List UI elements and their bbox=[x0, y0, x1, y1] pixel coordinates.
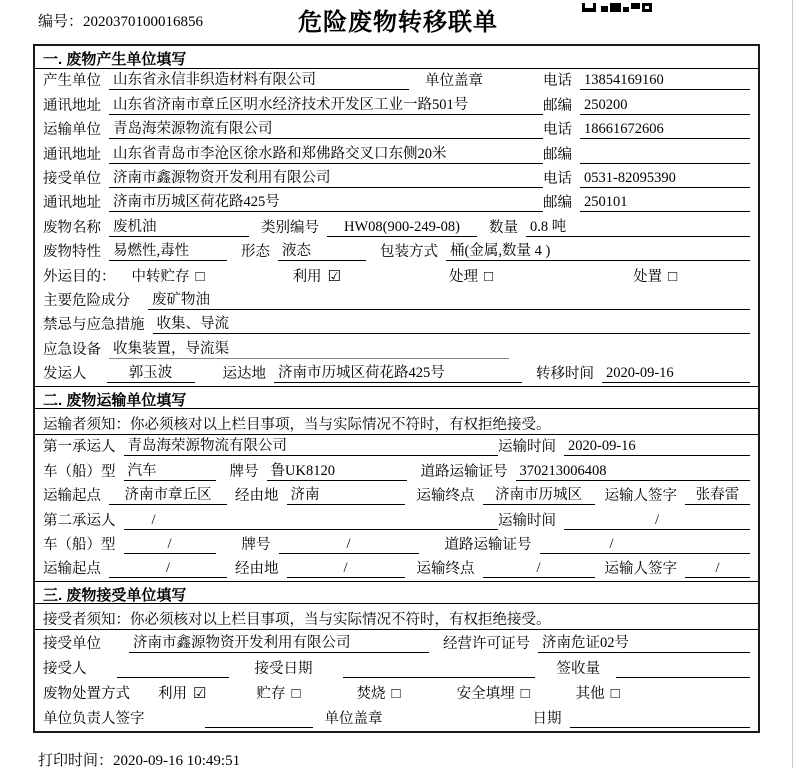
time2-value: / bbox=[564, 512, 750, 530]
plate1-value: 鲁UK8120 bbox=[267, 459, 407, 481]
section1-title: 一. 废物产生单位填写 bbox=[35, 46, 758, 69]
print-time-label: 打印时间： bbox=[38, 753, 114, 769]
treat-checkbox: □ bbox=[484, 268, 494, 285]
disposal-option-landfill: 安全填埋 □ bbox=[456, 685, 530, 702]
origin2-value: / bbox=[109, 560, 227, 578]
section2-title: 二. 废物运输单位填写 bbox=[35, 386, 758, 409]
shipper-label: 发运人 bbox=[43, 366, 87, 383]
producer-value: 山东省永信非织造材料有限公司 bbox=[109, 68, 409, 90]
plate2-value: / bbox=[279, 536, 419, 554]
phone1-value: 13854169160 bbox=[580, 72, 750, 90]
category-value: HW08(900-249-08) bbox=[327, 219, 477, 237]
license1-label: 道路运输证号 bbox=[420, 463, 508, 480]
recipient-value bbox=[117, 660, 229, 678]
accept-unit-value: 济南市鑫源物资开发利用有限公司 bbox=[129, 631, 429, 653]
page-title: 危险废物转移联单 bbox=[298, 9, 498, 36]
destination-label: 运达地 bbox=[222, 366, 266, 383]
route2-row bbox=[35, 557, 758, 581]
category-label: 类别编号 bbox=[261, 219, 319, 236]
date-label: 日期 bbox=[532, 711, 562, 728]
accept-unit-label: 接受单位 bbox=[43, 635, 101, 652]
license2-label: 道路运输证号 bbox=[444, 537, 532, 554]
waste-name-value: 废机油 bbox=[109, 215, 249, 237]
vehicle1-row bbox=[35, 459, 758, 483]
origin2-label: 运输起点 bbox=[43, 561, 101, 578]
vehicle2-label: 车（船）型 bbox=[43, 537, 116, 554]
receive-date-label: 接受日期 bbox=[254, 660, 313, 677]
receiver-notice: 接受者须知：你必须核对以上栏目事项，当与实际情况不符时，有权拒绝接受。 bbox=[35, 604, 758, 630]
recipient-label: 接受人 bbox=[43, 660, 87, 677]
disposal-utilize-checkbox: ☑ bbox=[193, 685, 207, 702]
carrier1-label: 第一承运人 bbox=[43, 439, 116, 456]
carrier2-value: / bbox=[124, 512, 184, 530]
quantity-value: 0.8 吨 bbox=[526, 215, 750, 237]
purpose-option-treat: 处理 □ bbox=[449, 268, 494, 285]
sign1-label: 运输人签字 bbox=[604, 488, 677, 505]
phone3-value: 0531-82095390 bbox=[580, 170, 750, 188]
zip2-label: 邮编 bbox=[543, 146, 572, 163]
accept-unit-row bbox=[35, 630, 758, 655]
section3-body bbox=[35, 630, 758, 731]
form-value: 液态 bbox=[278, 239, 366, 261]
producer-label: 产生单位 bbox=[43, 73, 101, 90]
addr2-value: 山东省青岛市李沧区徐水路和郑佛路交叉口东侧20米 bbox=[109, 142, 543, 164]
via2-label: 经由地 bbox=[235, 561, 279, 578]
received-qty-value bbox=[616, 660, 750, 678]
producer-row bbox=[35, 69, 758, 93]
permit-label: 经营许可证号 bbox=[443, 635, 530, 652]
phone2-value: 18661672606 bbox=[580, 121, 750, 139]
transfer-time-label: 转移时间 bbox=[536, 366, 594, 383]
unit-seal-label: 单位盖章 bbox=[425, 73, 483, 90]
disposal-storage-checkbox: □ bbox=[291, 685, 301, 702]
transporter-notice: 运输者须知：你必须核对以上栏目事项，当与实际情况不符时，有权拒绝接受。 bbox=[35, 409, 758, 435]
end1-label: 运输终点 bbox=[416, 488, 475, 505]
purpose-option-dispose: 处置 □ bbox=[633, 268, 678, 285]
taboo-measures-row bbox=[35, 313, 758, 337]
disposal-method-row bbox=[35, 681, 758, 706]
dispose-checkbox: □ bbox=[668, 268, 678, 285]
addr1-label: 通讯地址 bbox=[43, 97, 101, 114]
transporter-address-row bbox=[35, 142, 758, 166]
phone1-label: 电话 bbox=[543, 73, 572, 90]
print-time-value: 2020-09-16 10:49:51 bbox=[113, 753, 241, 769]
transporter-label: 运输单位 bbox=[43, 122, 101, 139]
disposal-option-incinerate: 焚烧 □ bbox=[356, 685, 401, 702]
recipient-row bbox=[35, 656, 758, 681]
disposal-landfill-checkbox: □ bbox=[520, 685, 530, 702]
origin1-value: 济南市章丘区 bbox=[109, 483, 227, 505]
zip2-value bbox=[580, 146, 750, 164]
print-time-line bbox=[38, 749, 240, 770]
plate1-label: 牌号 bbox=[229, 463, 259, 480]
date-value bbox=[570, 710, 751, 728]
via1-label: 经由地 bbox=[235, 488, 279, 505]
time1-value: 2020-09-16 bbox=[564, 438, 750, 456]
zip3-label: 邮编 bbox=[543, 195, 572, 212]
sign1-value: 张春雷 bbox=[685, 483, 750, 505]
taboo-label: 禁忌与应急措施 bbox=[43, 317, 145, 334]
vehicle2-row bbox=[35, 533, 758, 557]
second-carrier-row bbox=[35, 508, 758, 532]
transporter-value: 青岛海荣源物流有限公司 bbox=[109, 117, 543, 139]
zip3-value: 250101 bbox=[580, 194, 750, 212]
vehicle2-value: / bbox=[124, 536, 216, 554]
characteristic-value: 易燃性,毒性 bbox=[109, 239, 227, 261]
addr3-value: 济南市历城区荷花路425号 bbox=[109, 190, 543, 212]
carrier1-value: 青岛海荣源物流有限公司 bbox=[124, 434, 499, 456]
carrier2-line bbox=[184, 512, 499, 530]
sign2-value: / bbox=[685, 560, 750, 578]
origin1-label: 运输起点 bbox=[43, 488, 101, 505]
section2-body bbox=[35, 435, 758, 581]
disposal-option-other: 其他 □ bbox=[575, 685, 620, 702]
page-edge-line bbox=[792, 0, 793, 768]
characteristic-label: 废物特性 bbox=[43, 244, 101, 261]
addr1-value: 山东省济南市章丘区明水经济技术开发区工业一路501号 bbox=[109, 93, 543, 115]
hazard-component-row bbox=[35, 289, 758, 313]
phone3-label: 电话 bbox=[543, 170, 572, 187]
disposal-label: 废物处置方式 bbox=[43, 685, 130, 702]
waste-name-row bbox=[35, 215, 758, 239]
receiver-address-row bbox=[35, 191, 758, 215]
utilize-checkbox: ☑ bbox=[327, 268, 342, 285]
received-qty-label: 签收量 bbox=[556, 660, 600, 677]
principal-sign-label: 单位负责人签字 bbox=[43, 711, 145, 728]
addr3-label: 通讯地址 bbox=[43, 195, 101, 212]
shipper-row bbox=[35, 362, 758, 386]
hazard-label: 主要危险成分 bbox=[43, 292, 130, 309]
via1-value: 济南 bbox=[287, 483, 405, 505]
disposal-incinerate-checkbox: □ bbox=[391, 685, 401, 702]
end1-value: 济南市历城区 bbox=[483, 483, 595, 505]
via2-value: / bbox=[287, 560, 405, 578]
form-label: 形态 bbox=[241, 244, 270, 261]
purpose-option-transfer-storage: 中转贮存 □ bbox=[131, 268, 205, 285]
transfer-storage-checkbox: □ bbox=[195, 268, 205, 285]
disposal-option-storage: 贮存 □ bbox=[256, 685, 301, 702]
transfer-time-value: 2020-09-16 bbox=[602, 365, 750, 383]
manifest-form bbox=[33, 44, 760, 733]
addr2-label: 通讯地址 bbox=[43, 146, 101, 163]
taboo-value: 收集、导流 bbox=[153, 312, 751, 334]
principal-sign-row bbox=[35, 706, 758, 731]
waste-characteristic-row bbox=[35, 240, 758, 264]
sign2-label: 运输人签字 bbox=[604, 561, 677, 578]
purpose-label: 外运目的： bbox=[43, 268, 116, 285]
receiver-value: 济南市鑫源物资开发利用有限公司 bbox=[109, 166, 543, 188]
receiver-label: 接受单位 bbox=[43, 170, 101, 187]
first-carrier-row bbox=[35, 435, 758, 459]
qr-code-fragment-icon bbox=[582, 0, 652, 18]
equipment-value: 收集装置，导流渠 bbox=[109, 337, 509, 359]
serial-number: 2020370100016856 bbox=[83, 14, 204, 30]
unit-seal2-label: 单位盖章 bbox=[324, 711, 383, 728]
purpose-option-utilize: 利用 ☑ bbox=[292, 268, 342, 285]
vehicle1-value: 汽车 bbox=[124, 459, 216, 481]
packaging-label: 包装方式 bbox=[380, 244, 438, 261]
transporter-row bbox=[35, 118, 758, 142]
serial-label: 编号： bbox=[38, 14, 84, 30]
time2-label: 运输时间 bbox=[498, 512, 556, 529]
license2-value: / bbox=[540, 536, 751, 554]
disposal-other-checkbox: □ bbox=[610, 685, 620, 702]
plate2-label: 牌号 bbox=[241, 537, 271, 554]
destination-value: 济南市历城区荷花路425号 bbox=[274, 361, 522, 383]
phone2-label: 电话 bbox=[543, 122, 572, 139]
end2-label: 运输终点 bbox=[416, 561, 475, 578]
waste-name-label: 废物名称 bbox=[43, 219, 101, 236]
packaging-value: 桶(金属,数量 4 ) bbox=[446, 239, 750, 261]
emergency-equipment-row bbox=[35, 337, 758, 361]
permit-value: 济南危证02号 bbox=[538, 631, 750, 653]
license1-value: 370213006408 bbox=[516, 463, 751, 481]
hazard-value: 废矿物油 bbox=[148, 288, 750, 310]
zip1-value: 250200 bbox=[580, 97, 750, 115]
shipper-value: 郭玉波 bbox=[107, 361, 195, 383]
equipment-label: 应急设备 bbox=[43, 341, 101, 358]
disposal-option-utilize: 利用 ☑ bbox=[158, 685, 207, 702]
end2-value: / bbox=[483, 560, 595, 578]
vehicle1-label: 车（船）型 bbox=[43, 463, 116, 480]
producer-address-row bbox=[35, 93, 758, 117]
receiver-row bbox=[35, 167, 758, 191]
quantity-label: 数量 bbox=[489, 219, 518, 236]
route1-row bbox=[35, 484, 758, 508]
carrier2-label: 第二承运人 bbox=[43, 512, 116, 529]
principal-sign-value bbox=[205, 710, 313, 728]
time1-label: 运输时间 bbox=[498, 439, 556, 456]
zip1-label: 邮编 bbox=[543, 97, 572, 114]
section3-title: 三. 废物接受单位填写 bbox=[35, 581, 758, 604]
purpose-row bbox=[35, 264, 758, 288]
section1-body bbox=[35, 69, 758, 386]
receive-date-value bbox=[343, 660, 535, 678]
